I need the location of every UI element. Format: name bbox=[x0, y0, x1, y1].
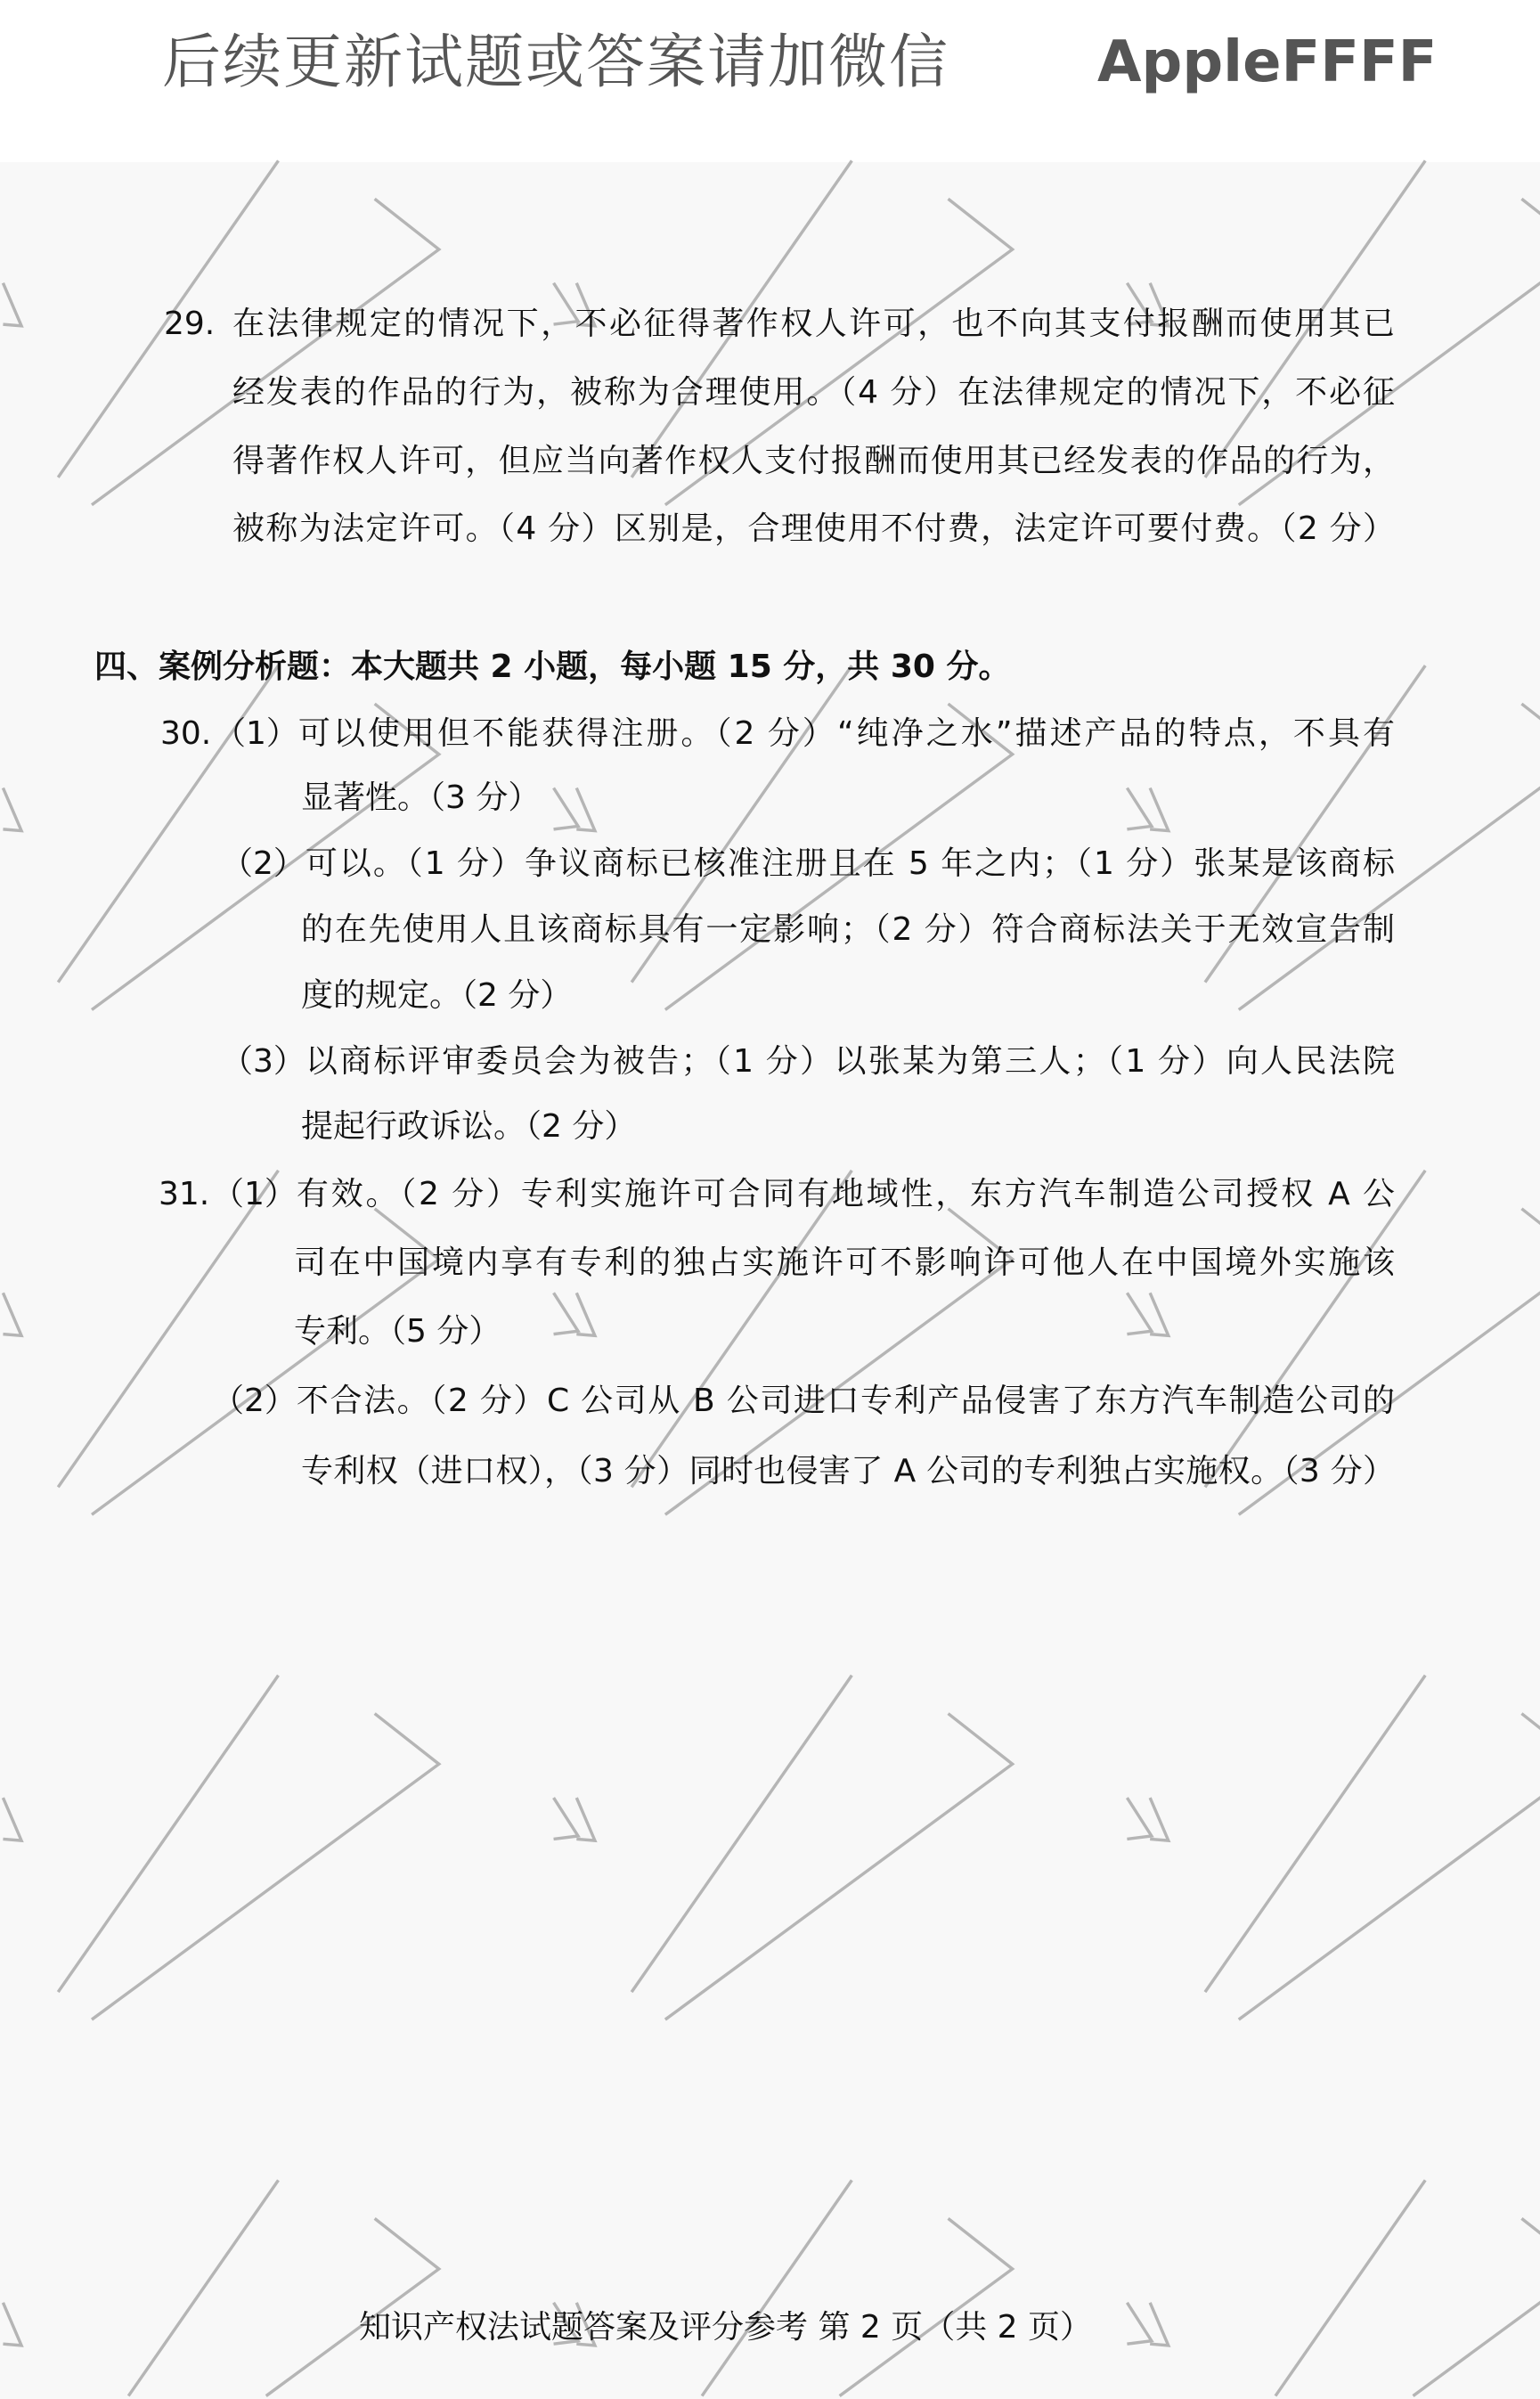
answer-line: 提起行政诉讼。（2 分） bbox=[301, 1108, 637, 1145]
answer-line: 以商标评审委员会为被告；（1 分）以张某为第三人；（1 分）向人民法院 bbox=[305, 1043, 1395, 1080]
question-number: 31. bbox=[159, 1176, 210, 1212]
watermark-banner bbox=[0, 0, 1540, 162]
part-label: （1） bbox=[214, 715, 298, 752]
answer-part bbox=[212, 1381, 1395, 1422]
answer-line: 可以。（1 分）争议商标已核准注册且在 5 年之内；（1 分）张某是该商标 bbox=[305, 845, 1395, 882]
answer-part bbox=[221, 844, 1395, 885]
section-heading: 四、案例分析题：本大题共 2 小题，每小题 15 分，共 30 分。 bbox=[94, 649, 1011, 685]
answer-line: 度的规定。（2 分） bbox=[301, 977, 573, 1014]
answer-part bbox=[221, 1041, 1395, 1082]
answer-line: 被称为法定许可。（4 分）区别是，合理使用不付费，法定许可要付费。（2 分） bbox=[232, 510, 1395, 547]
answer-line: 可以使用但不能获得注册。（2 分）“纯净之水”描述产品的特点，不具有 bbox=[297, 715, 1395, 752]
answer-line: 有效。（2 分）专利实施许可合同有地域性，东方汽车制造公司授权 A 公 bbox=[296, 1176, 1395, 1212]
banner-text: 后续更新试题或答案请加微信 bbox=[162, 28, 949, 96]
answer-line: 经发表的作品的行为，被称为合理使用。（4 分）在法律规定的情况下，不必征 bbox=[232, 374, 1395, 411]
answer-part bbox=[214, 714, 1395, 755]
answer-line: 司在中国境内享有专利的独占实施许可不影响许可他人在中国境外实施该 bbox=[294, 1244, 1395, 1281]
answer-line: 在法律规定的情况下，不必征得著作权人许可，也不向其支付报酬而使用其已 bbox=[232, 306, 1395, 342]
part-label: （3） bbox=[221, 1043, 306, 1080]
question-number: 30. bbox=[160, 715, 212, 752]
answer-part bbox=[212, 1174, 1395, 1215]
answer-line: 专利权（进口权），（3 分）同时也侵害了 A 公司的专利独占实施权。（3 分） bbox=[301, 1453, 1395, 1489]
part-label: （2） bbox=[212, 1383, 297, 1419]
part-label: （2） bbox=[221, 845, 306, 882]
page-footer: 知识产权法试题答案及评分参考 第 2 页（共 2 页） bbox=[359, 2309, 1093, 2346]
answer-line: 得著作权人许可，但应当向著作权人支付报酬而使用其已经发表的作品的行为， bbox=[232, 443, 1395, 479]
banner-wechat-id: AppleFFFF bbox=[1097, 29, 1438, 95]
answer-line: 不合法。（2 分）C 公司从 B 公司进口专利产品侵害了东方汽车制造公司的 bbox=[296, 1383, 1395, 1419]
answer-line: 的在先使用人且该商标具有一定影响；（2 分）符合商标法关于无效宣告制 bbox=[301, 911, 1395, 948]
answer-line: 专利。（5 分） bbox=[294, 1313, 501, 1350]
question-number: 29. bbox=[164, 306, 216, 342]
part-label: （1） bbox=[212, 1176, 297, 1212]
answer-line: 显著性。（3 分） bbox=[301, 779, 541, 816]
